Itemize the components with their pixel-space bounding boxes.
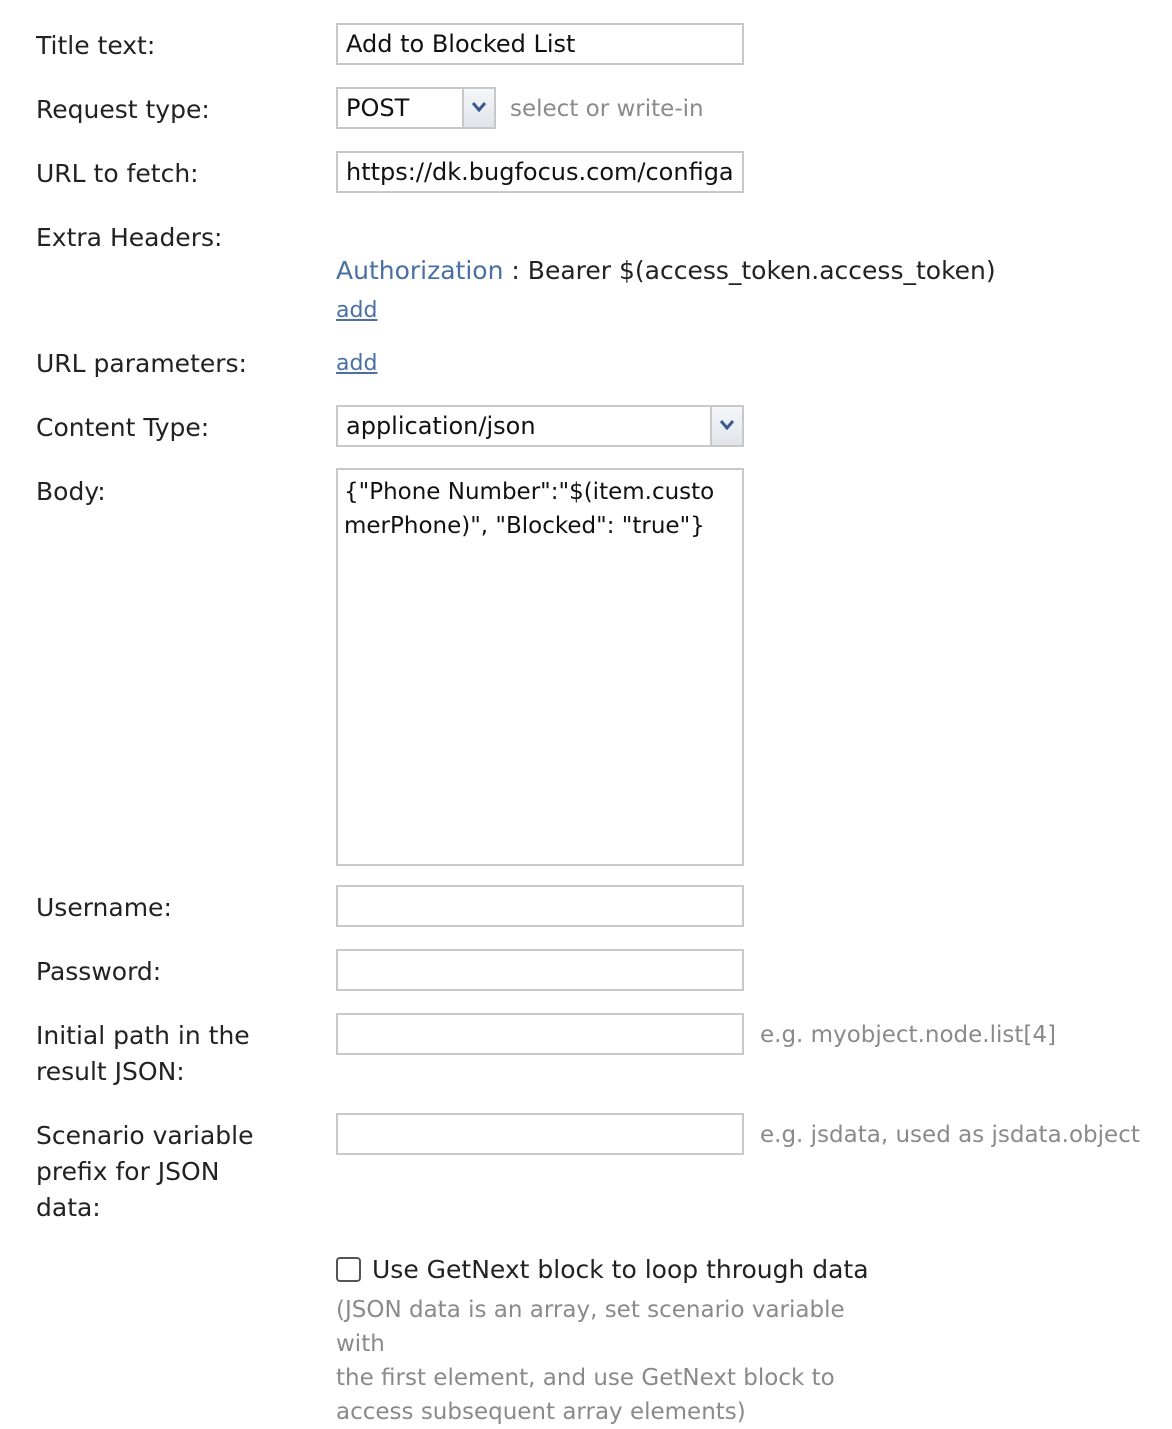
initial-path-label-line2: result JSON:: [36, 1057, 185, 1086]
request-type-combobox[interactable]: [336, 87, 496, 129]
request-type-label: Request type:: [36, 95, 210, 124]
content-type-select[interactable]: [336, 405, 744, 447]
extra-headers-label: Extra Headers:: [36, 223, 223, 252]
body-textarea[interactable]: [336, 468, 744, 866]
initial-path-hint: e.g. myobject.node.list[4]: [760, 1022, 1056, 1048]
header-row: [336, 253, 996, 289]
getnext-checkbox[interactable]: [336, 1257, 361, 1282]
initial-path-label-line1: Initial path in the: [36, 1021, 250, 1050]
initial-path-input[interactable]: [336, 1013, 744, 1055]
body-label: Body:: [36, 477, 106, 506]
getnext-note-line3: access subsequent array elements): [336, 1399, 746, 1425]
request-type-dropdown-button[interactable]: [462, 89, 494, 127]
getnext-note: [336, 1293, 896, 1429]
scenario-prefix-label-line2: prefix for JSON: [36, 1157, 220, 1186]
content-type-dropdown-button[interactable]: [710, 407, 742, 445]
content-type-value[interactable]: application/json: [346, 412, 536, 440]
header-separator: :: [511, 256, 520, 285]
username-input[interactable]: [336, 885, 744, 927]
title-text-input[interactable]: [336, 23, 744, 65]
chevron-down-icon: [472, 102, 486, 112]
title-text-label: Title text:: [36, 31, 156, 60]
chevron-down-icon: [720, 420, 734, 430]
add-header-link[interactable]: add: [336, 298, 378, 323]
getnext-checkbox-label[interactable]: Use GetNext block to loop through data: [372, 1255, 869, 1284]
content-type-label: Content Type:: [36, 413, 210, 442]
add-url-parameter-link[interactable]: add: [336, 351, 378, 376]
scenario-prefix-hint: e.g. jsdata, used as jsdata.object: [760, 1122, 1140, 1148]
scenario-prefix-label-line3: data:: [36, 1193, 101, 1222]
username-label: Username:: [36, 893, 172, 922]
password-label: Password:: [36, 957, 162, 986]
header-key-link[interactable]: Authorization: [336, 256, 504, 285]
scenario-prefix-input[interactable]: [336, 1113, 744, 1155]
getnext-note-line2: the first element, and use GetNext block to: [336, 1365, 835, 1391]
getnext-note-line1: (JSON data is an array, set scenario variable with: [336, 1297, 845, 1357]
url-label: URL to fetch:: [36, 159, 199, 188]
header-value: Bearer $(access_token.access_token): [527, 256, 996, 285]
url-input[interactable]: [336, 151, 744, 193]
url-parameters-label: URL parameters:: [36, 349, 247, 378]
password-input[interactable]: [336, 949, 744, 991]
request-type-hint: select or write-in: [510, 96, 704, 122]
scenario-prefix-label-line1: Scenario variable: [36, 1121, 254, 1150]
request-type-value[interactable]: POST: [346, 94, 410, 122]
